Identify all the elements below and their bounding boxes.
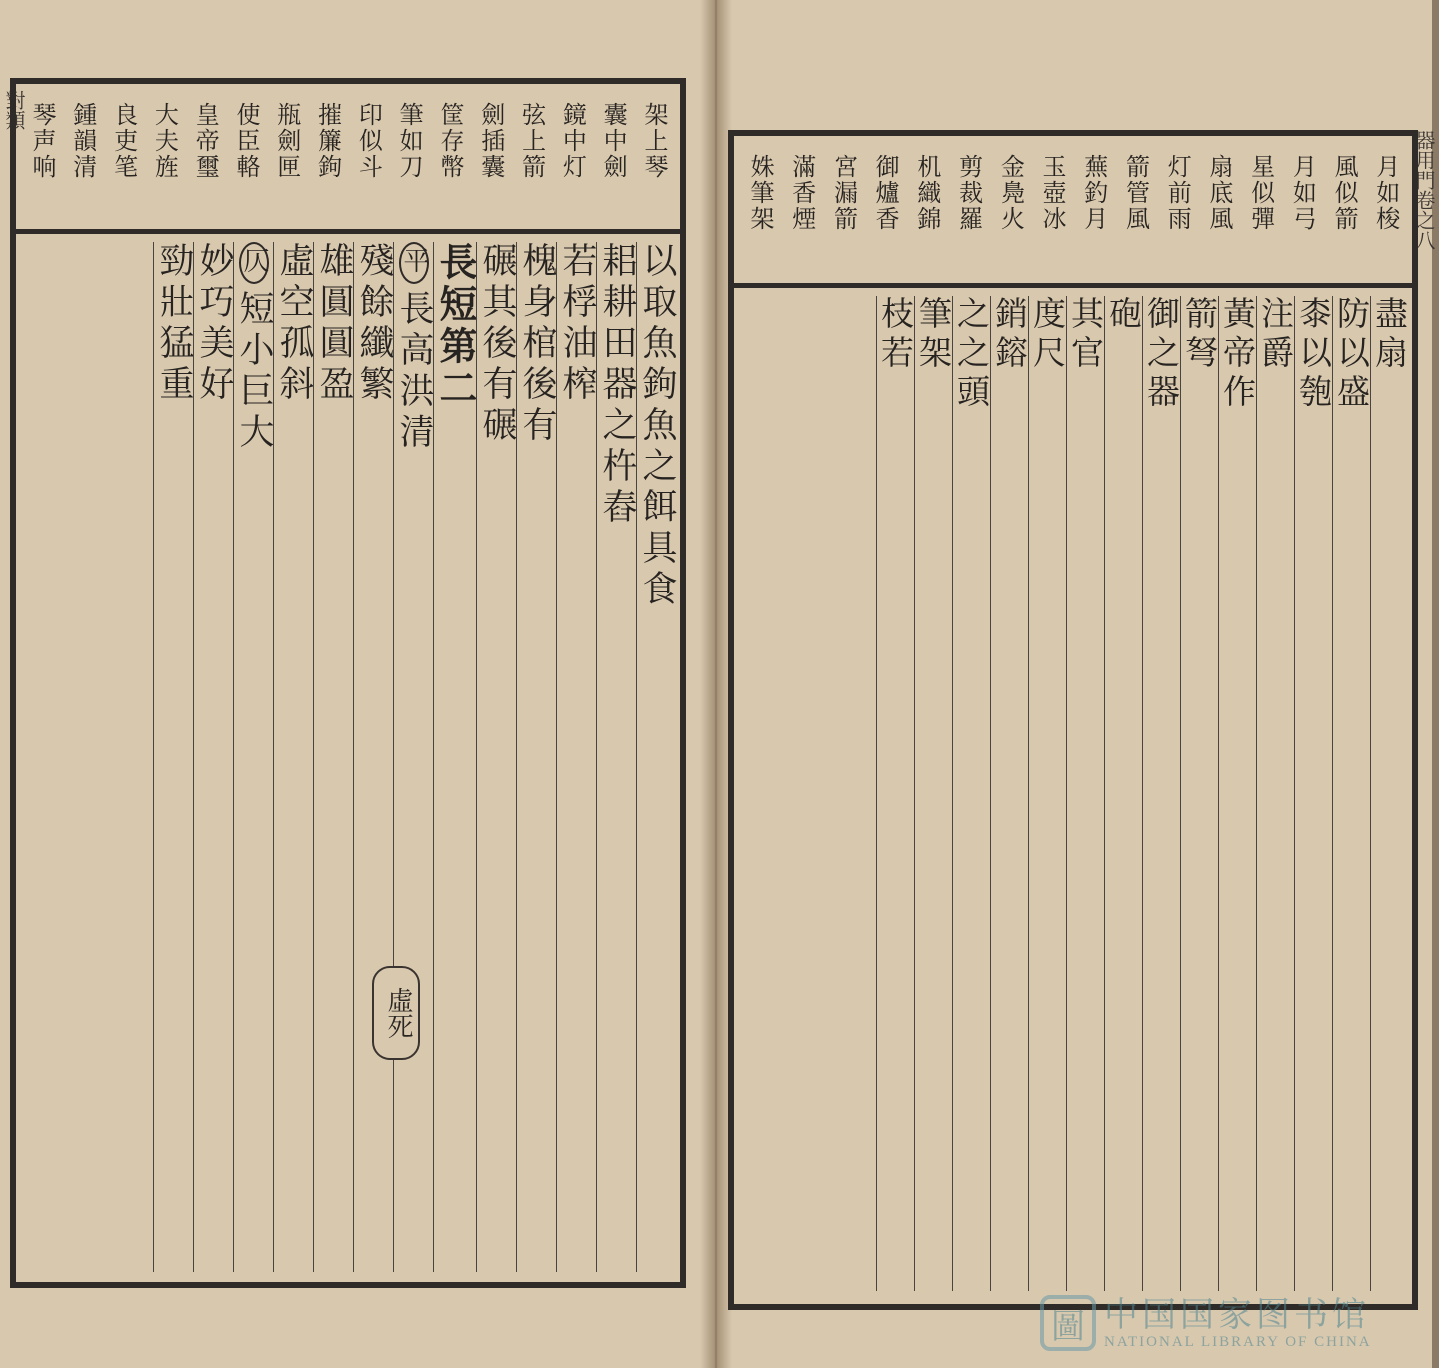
phrase-column: 筆如刀 (395, 102, 424, 180)
right-body-text (734, 288, 1412, 1304)
library-logo-icon: 圖 (1040, 1295, 1096, 1351)
text-column: 槐身棺後有 (516, 242, 556, 1272)
text-column: 碾其後有碾 (476, 242, 516, 1272)
phrase-column: 月如梭 (1371, 154, 1400, 232)
phrase-column: 机織錦 (912, 154, 941, 232)
text-column: 枝若 (876, 296, 914, 1291)
phrase-column: 架上琴 (639, 102, 668, 180)
phrase-column: 鏡中灯 (558, 102, 587, 180)
section-heading: 長短第二 (433, 242, 476, 1272)
phrase-column: 皇帝璽 (191, 102, 220, 180)
text-column: 注爵 (1256, 296, 1294, 1291)
text-column: 長高洪清 (394, 290, 434, 454)
text-column: 雄圓圓盈 (313, 242, 353, 1272)
text-column: 以取魚鉤魚之餌具食 (636, 242, 676, 1272)
phrase-column: 星似彈 (1246, 154, 1275, 232)
tone-entering-mark: 仄 (239, 242, 269, 284)
text-column: 度尺 (1028, 296, 1066, 1291)
text-column: 短小巨大 (234, 290, 274, 454)
phrase-column: 姝筆架 (746, 154, 774, 232)
phrase-column: 月如弓 (1288, 154, 1317, 232)
text-column: 筆架 (914, 296, 952, 1291)
phrase-column: 使臣輅 (231, 102, 260, 180)
watermark-english: NATIONAL LIBRARY OF CHINA (1104, 1333, 1372, 1350)
phrase-column: 金鳧火 (996, 154, 1025, 232)
phrase-column: 印似斗 (354, 102, 383, 180)
phrase-column: 琴声响 (28, 102, 56, 180)
phrase-column: 鍾韻清 (68, 102, 97, 180)
phrase-column: 摧簾鉤 (313, 102, 342, 180)
phrase-column: 蕪釣月 (1079, 154, 1108, 232)
tone-flat-mark: 平 (399, 242, 429, 284)
phrase-column: 大夫旌 (150, 102, 179, 180)
phrase-column: 扇底風 (1204, 154, 1233, 232)
text-column: 虛空孤斜 (273, 242, 313, 1272)
text-column: 黃帝作 (1218, 296, 1256, 1291)
xu-si-stamp: 虛死 (372, 966, 420, 1060)
text-column: 防以盛 (1332, 296, 1370, 1291)
phrase-column: 囊中劍 (599, 102, 628, 180)
phrase-column: 筐存幣 (435, 102, 464, 180)
left-phrase-band (16, 84, 680, 234)
text-column: 之之頭 (952, 296, 990, 1291)
phrase-column: 御爐香 (871, 154, 900, 232)
text-column: 砲 (1104, 296, 1142, 1291)
text-column: 耜耕田器之杵舂 (596, 242, 636, 1272)
text-column: 勁壯猛重 (153, 242, 193, 1272)
phrase-column: 宮漏箭 (829, 154, 858, 232)
text-column: 銷鎔 (990, 296, 1028, 1291)
right-margin-label: 器用門卷之八 (1412, 130, 1436, 250)
text-column: 盡扇 (1370, 296, 1408, 1291)
phrase-column: 弦上箭 (517, 102, 546, 180)
left-margin-label: 對類 (2, 90, 26, 130)
phrase-column: 劍插囊 (476, 102, 505, 180)
text-column: 若桴油榨 (556, 242, 596, 1272)
right-phrase-band (734, 136, 1412, 288)
phrase-column: 玉壺冰 (1038, 154, 1067, 232)
text-column: 桼以匏 (1294, 296, 1332, 1291)
phrase-column: 風似箭 (1330, 154, 1359, 232)
library-watermark (1040, 1288, 1420, 1358)
text-column: 妙巧美好 (193, 242, 233, 1272)
text-column-entering (233, 242, 273, 1272)
phrase-column: 箭管風 (1121, 154, 1150, 232)
text-column: 殘餘纖繁 (353, 242, 393, 1272)
left-text-frame (10, 78, 686, 1288)
text-column: 箭弩 (1180, 296, 1218, 1291)
watermark-chinese: 中国国家图书馆 (1104, 1294, 1370, 1335)
text-column-flat (393, 242, 433, 1272)
phrase-column: 灯前雨 (1163, 154, 1192, 232)
phrase-column: 良吏笔 (109, 102, 138, 180)
phrase-column: 瓶劍匣 (272, 102, 301, 180)
right-text-frame (728, 130, 1418, 1310)
text-column: 御之器 (1142, 296, 1180, 1291)
left-body-text (16, 234, 680, 1282)
phrase-column: 剪裁羅 (954, 154, 983, 232)
watermark-text (1104, 1296, 1372, 1351)
text-column: 其官 (1066, 296, 1104, 1291)
phrase-column: 滿香煙 (787, 154, 816, 232)
